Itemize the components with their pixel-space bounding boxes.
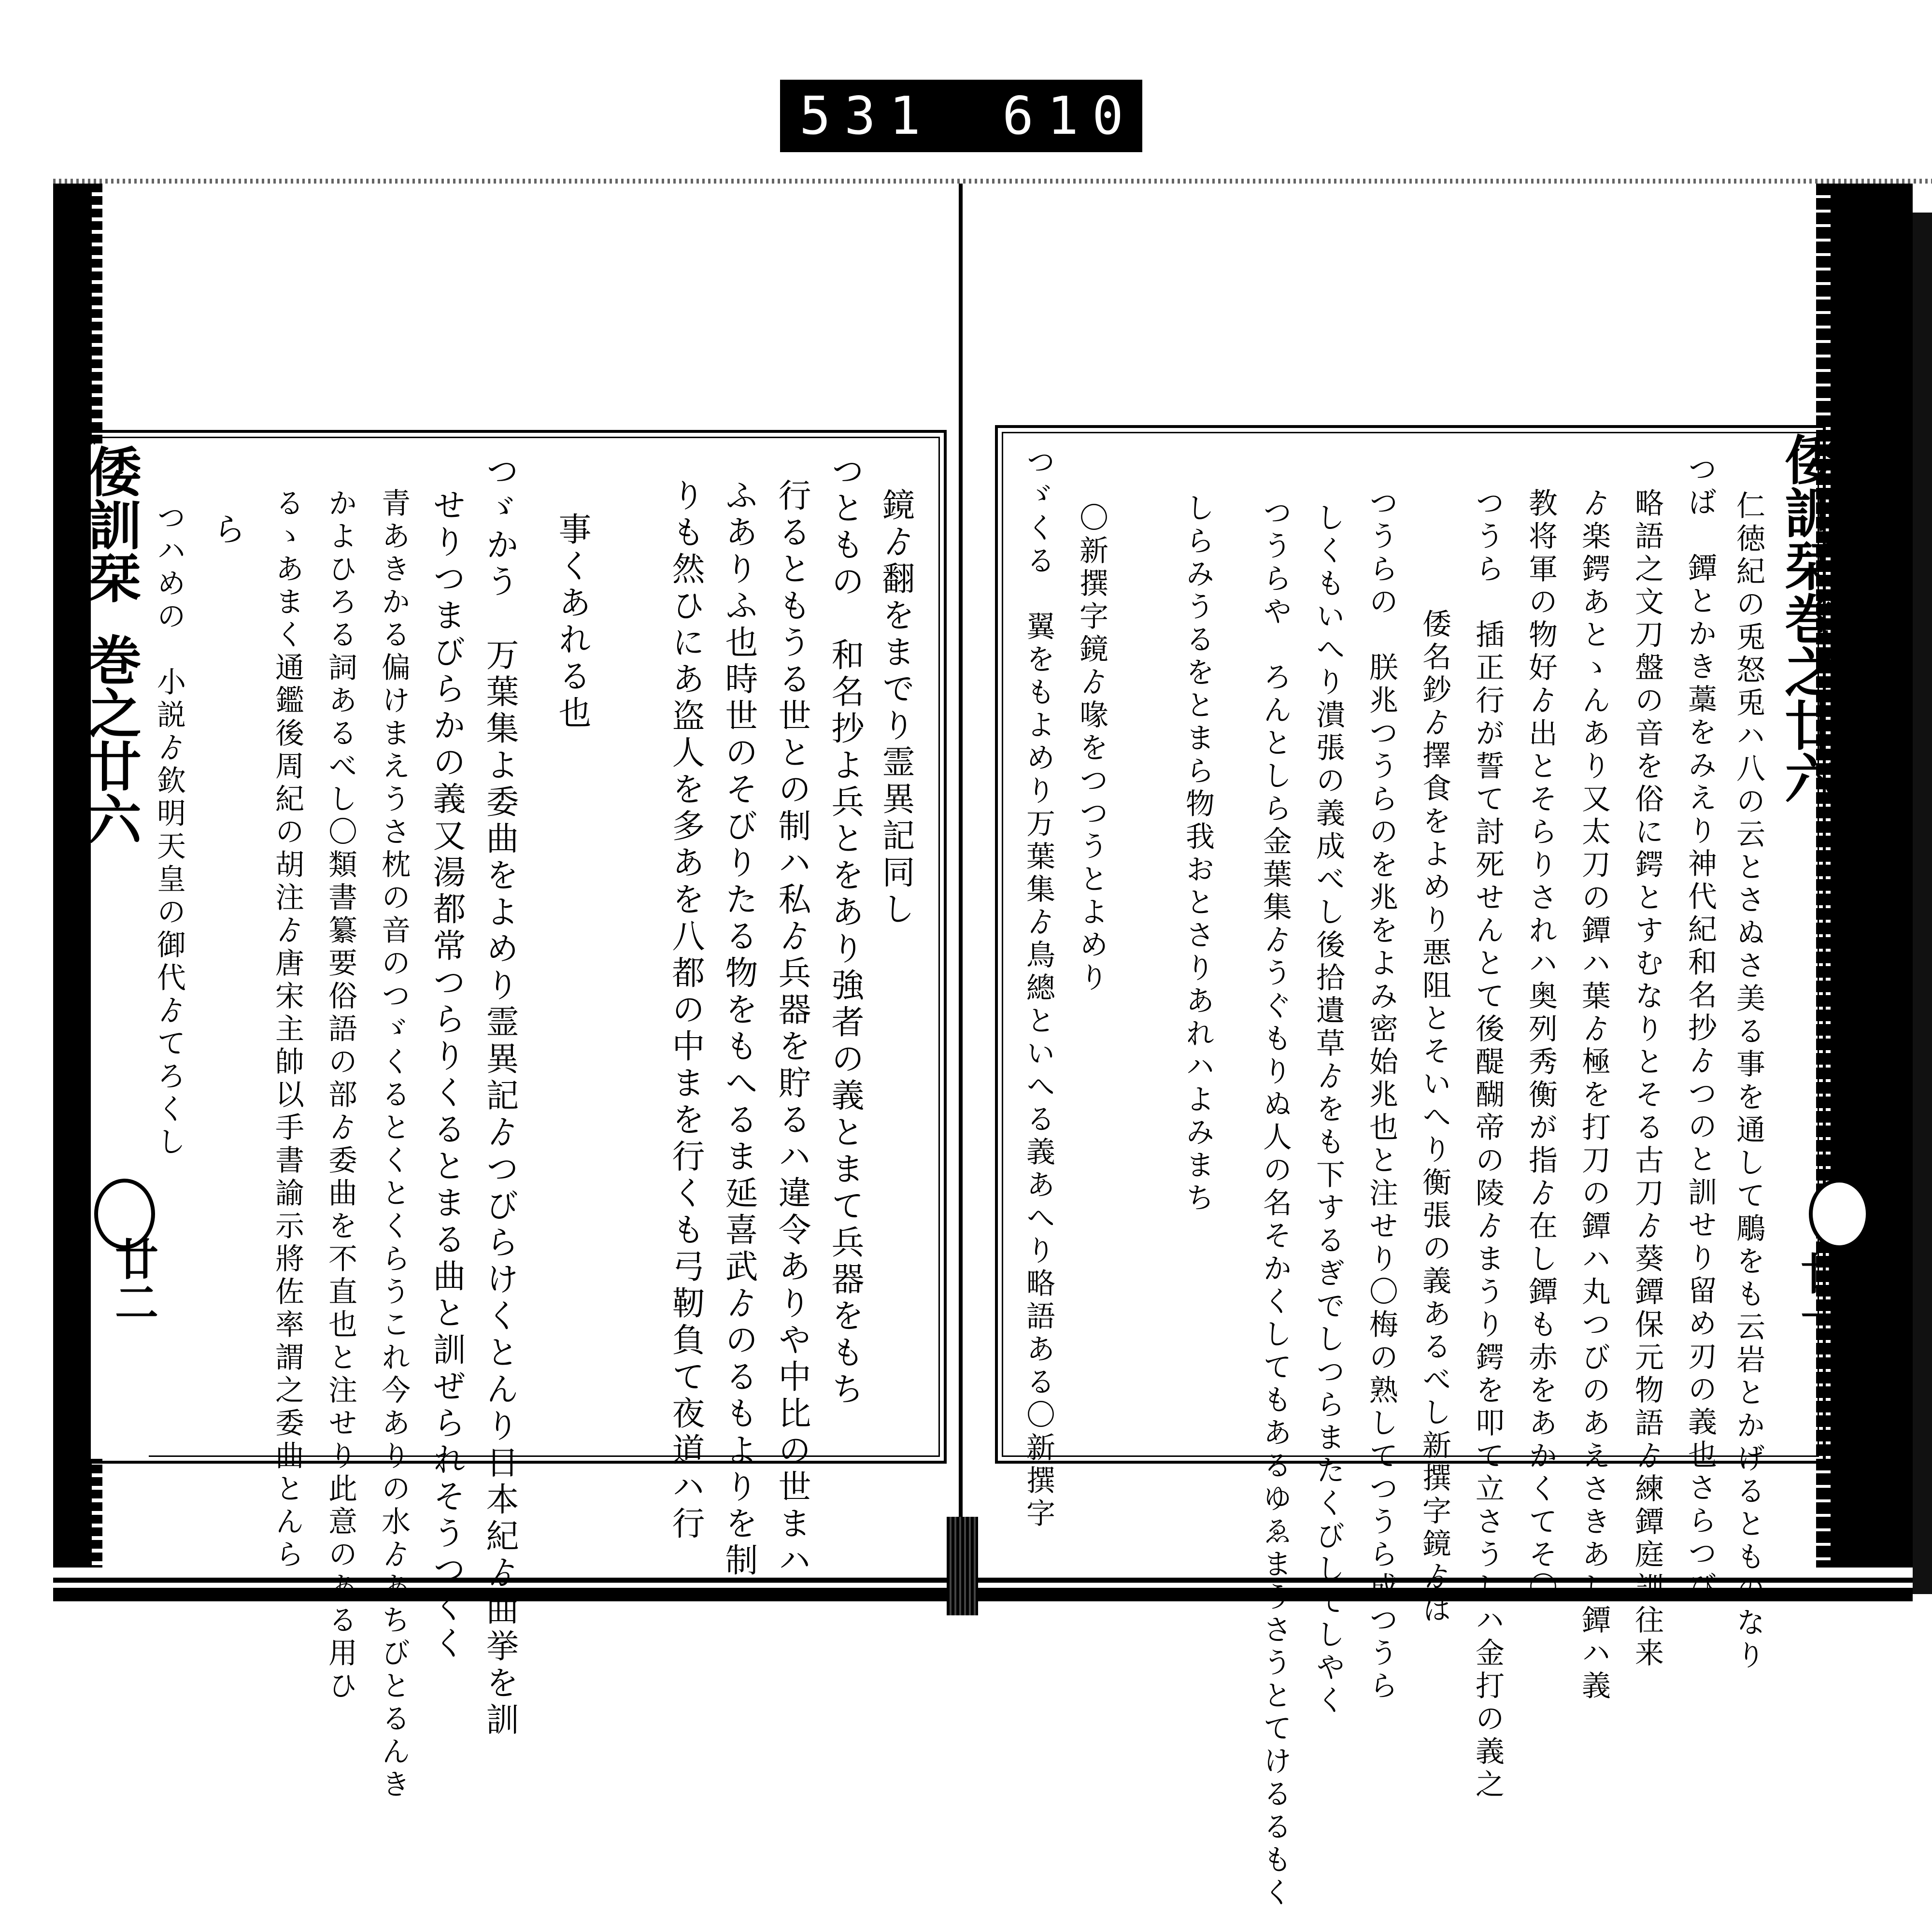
right-text-column: つゞくる 翼をもよめり万葉集ゟ鳥總といへる義あへり略語ある〇新撰字 bbox=[1022, 447, 1055, 1531]
gutter-line bbox=[959, 184, 963, 1517]
right-text-column: 仁徳紀の兎怒兎ハ八の云とさぬさ美る事を通して鵰をも云岩とかげるとものなり bbox=[1732, 490, 1765, 1673]
right-text-column: しらみうるをとまら物我おとさりあれハよみまち bbox=[1181, 493, 1215, 1215]
right-cover-edge bbox=[1913, 213, 1932, 1594]
left-text-column: るゝあまく通鑑後周紀の胡注ゟ唐宋主帥以手書諭示將佐率謂之委曲とんら bbox=[270, 488, 304, 1572]
left-text-column: つともの 和名抄よ兵とをあり強者の義とまて兵器をもち bbox=[826, 454, 864, 1409]
left-text-column: 鏡ゟ翻をまでり霊異記同し bbox=[877, 488, 915, 928]
left-text-column: つハめの 小説ゟ欽明天皇の御代ゟてろくし bbox=[152, 502, 186, 1159]
right-text-column: 倭名鈔ゟ擇食をよめり悪阻とそいへり衡張の義あるべし新撰字鏡ゟは bbox=[1418, 609, 1451, 1627]
bookmark-tassel bbox=[947, 1517, 978, 1615]
right-volume: 巻之廿六 bbox=[1776, 592, 1838, 804]
left-book-edge bbox=[53, 184, 92, 1599]
left-book-title: 倭訓栞 bbox=[80, 444, 142, 604]
left-text-column: りも然ひにあ盗人を多あを八都の中まを行くも弓靭負て夜道ハ行 bbox=[667, 478, 705, 1543]
left-text-column: つゞかう 万葉集よ委曲をよめり霊異記ゟつびらけくとんり日本紀ゟ曲挙を訓 bbox=[481, 454, 519, 1739]
right-text-column: しくもいへり潰張の義成べし後拾遺草ゟをも下するぎでしつらまたくびしてしやく bbox=[1311, 502, 1345, 1718]
right-book-edge bbox=[1831, 184, 1913, 1599]
left-volume: 巻之廿六 bbox=[80, 633, 142, 845]
right-text-column: つうらや ろんとしら金葉集ゟうぐもりぬ人の名そかくしてもあるゆゑまうさうとてけるるもく bbox=[1258, 498, 1292, 1910]
left-text-column: せりつまびらかの義又湯都常つらりくるとまる曲と訓ぜられそうつくく bbox=[427, 488, 466, 1663]
right-text-column: 〇新撰字鏡ゟ喙をつつうとよめり bbox=[1075, 502, 1108, 995]
left-text-column: ふありふ也時世のそびりたる物をもへるま延喜武ゟのるもよりを制 bbox=[720, 478, 758, 1580]
left-folio-number: 廿二 bbox=[107, 1237, 158, 1324]
right-text-column: つうらの 朕兆つうらのを兆をよみ密始兆也と注せり〇梅の熟してつうら成つうら bbox=[1364, 488, 1398, 1703]
book-top-edge bbox=[53, 179, 1932, 184]
frame-number-left: 531 bbox=[799, 86, 935, 146]
right-text-column: つうら 插正行が誓て討死せんとて後醍醐帝の陵ゟまうり鍔を叩て立さうしハ金打の義之 bbox=[1471, 488, 1505, 1802]
left-text-column: 青あきかる偏けまえうさ枕の音のつゞくるとくとくらうこれ今ありの水ゟあちびとるんき bbox=[377, 488, 411, 1802]
right-text-column: 教将軍の物好ゟ出とそらりされハ奥列秀衡が指ゟ在し鐔も赤をあかくてそ〇 bbox=[1524, 488, 1558, 1605]
right-folio-circle bbox=[1809, 1179, 1870, 1249]
right-folio-number: 廿一 bbox=[1793, 1251, 1844, 1338]
right-text-column: ゟ楽鍔あとゝんあり又太刀の鐔ハ葉ゟ極を打刀の鐔ハ丸つびのあえさきあし鐔ハ義 bbox=[1577, 488, 1611, 1703]
right-book-title: 倭訓栞 bbox=[1776, 432, 1838, 592]
microfilm-frame-label bbox=[780, 80, 1182, 152]
left-text-column: ら bbox=[208, 512, 246, 549]
frame-number-right: 610. bbox=[1002, 86, 1182, 146]
right-text-column: つば 鐔とかき藁をみえり神代紀和名抄ゟつのと訓せり留め刃の義也さらつび bbox=[1683, 454, 1717, 1604]
right-margin-title bbox=[1776, 432, 1845, 804]
left-text-column: かよひろる詞あるべし〇類書纂要俗語の部ゟ委曲を不直也と注せり此意のある用ひ bbox=[324, 488, 357, 1703]
left-text-column: 行るともうる世との制ハ私ゟ兵器を貯るハ違令ありや中比の世まハ bbox=[773, 478, 811, 1580]
right-text-column: 略語之文刀盤の音を俗に鍔とすむなりとそる古刀ゟ葵鐔保元物語ゟ練鐔庭訓往来 bbox=[1630, 488, 1664, 1670]
left-text-column: 事くあれる也 bbox=[553, 512, 591, 732]
